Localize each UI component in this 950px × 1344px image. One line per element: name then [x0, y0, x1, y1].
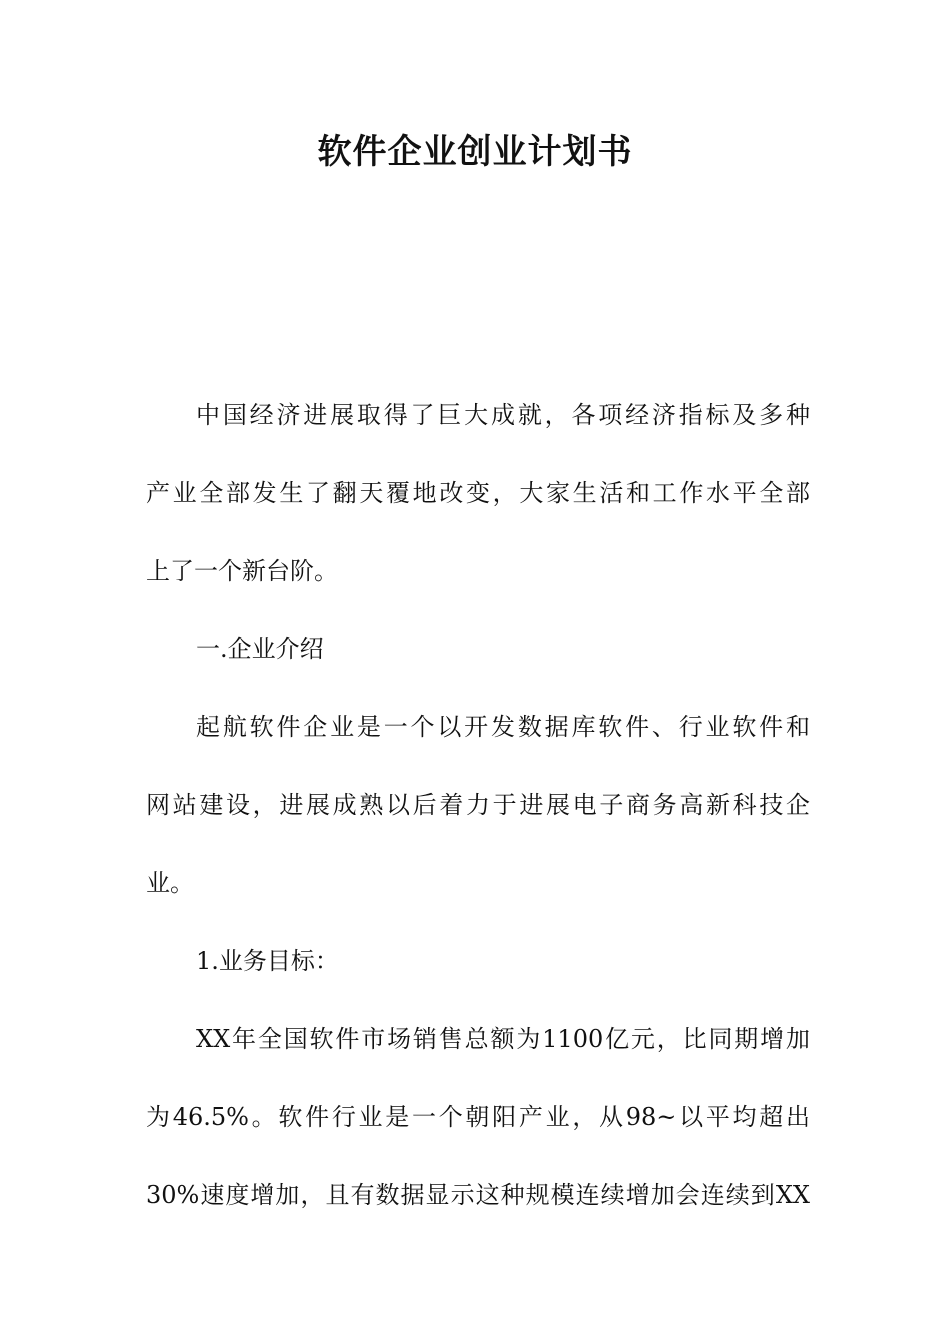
paragraph-line: 业。	[146, 869, 194, 897]
section-heading: 一.企业介绍	[196, 635, 324, 663]
paragraph-line: XX年全国软件市场销售总额为1100亿元，比同期增加	[196, 1025, 810, 1053]
paragraph-line: 网站建设，进展成熟以后着力于进展电子商务高新科技企	[146, 791, 810, 819]
subsection-heading: 1.业务目标：	[196, 947, 339, 975]
paragraph-line: 30%速度增加，且有数据显示这种规模连续增加会连续到XX	[146, 1181, 810, 1209]
document-body	[146, 376, 810, 1234]
paragraph-line: 上了一个新台阶。	[146, 557, 338, 585]
paragraph-line: 产业全部发生了翻天覆地改变，大家生活和工作水平全部	[146, 479, 810, 507]
paragraph-line: 为46.5%。软件行业是一个朝阳产业，从98~以平均超出	[146, 1103, 810, 1131]
document-title: 软件企业创业计划书	[317, 132, 633, 172]
paragraph-line: 起航软件企业是一个以开发数据库软件、行业软件和	[196, 713, 810, 741]
paragraph-line: 中国经济进展取得了巨大成就，各项经济指标及多种	[196, 401, 810, 429]
